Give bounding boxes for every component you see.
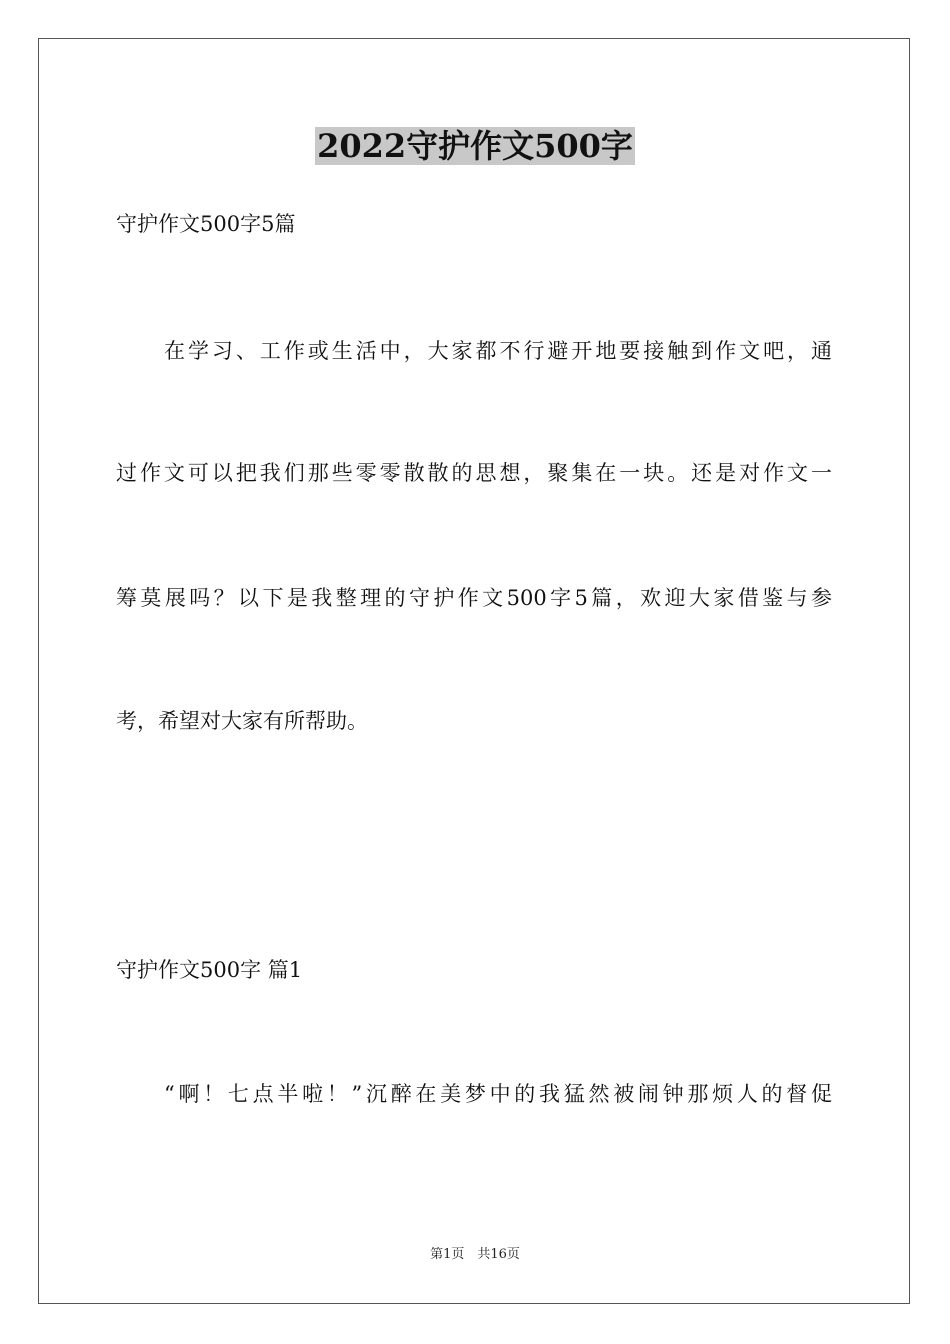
- document-subtitle: 守护作文500字5篇: [116, 212, 296, 236]
- intro-line-4: 考，希望对大家有所帮助。: [116, 709, 368, 733]
- intro-line-1: 在学习、工作或生活中，大家都不行避开地要接触到作文吧，通: [164, 339, 832, 363]
- intro-line-3: 筹莫展吗？以下是我整理的守护作文500字5篇，欢迎大家借鉴与参: [116, 586, 832, 610]
- page-footer: 第1页 共16页: [430, 1247, 520, 1262]
- section-first-line: “啊！七点半啦！”沉醉在美梦中的我猛然被闹钟那烦人的督促: [164, 1082, 832, 1106]
- document-title-text: 2022守护作文500字: [317, 127, 633, 165]
- section-heading: 守护作文500字 篇1: [116, 958, 303, 982]
- intro-line-2: 过作文可以把我们那些零零散散的思想，聚集在一块。还是对作文一: [116, 461, 832, 485]
- document-title: [0, 124, 950, 168]
